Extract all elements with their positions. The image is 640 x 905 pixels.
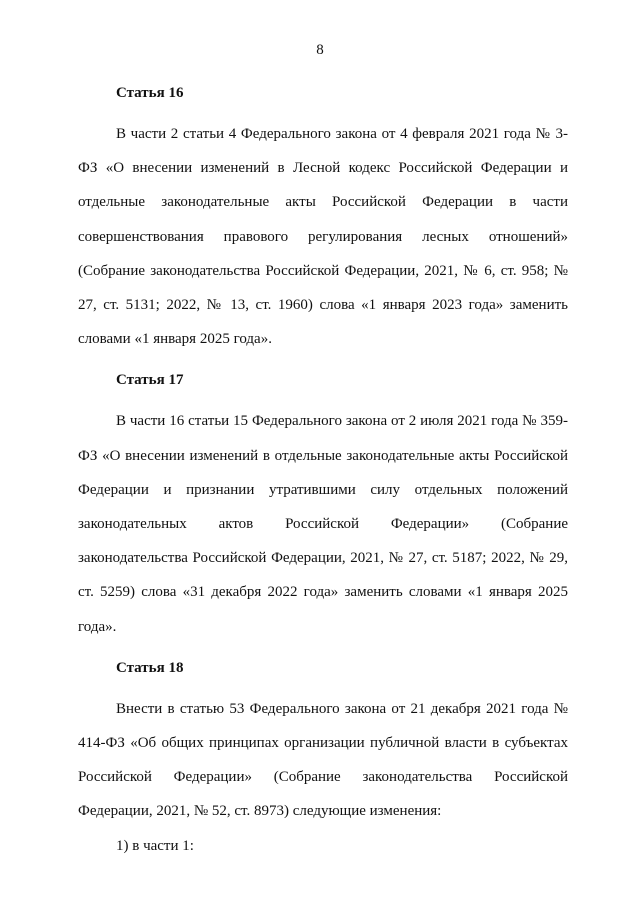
page-number: 8 [316, 42, 324, 58]
article-16-heading: Статья 16 [116, 85, 184, 101]
article-17-paragraph: В части 16 статьи 15 Федерального закона от 2 июля 2021 года № 359-ФЗ «О внесении изменений в отдельные законодательные акты Российской Федерации и признании утратившими силу отдельных положений законодательных актов Российской Федерации» (Собрание законодательства Российской Федерации, 2021, № 27, ст. 5187; 2022, № 29, ст. 5259) слова «31 декабря 2022 года» заменить словами «1 января 2025 года». [78, 413, 568, 635]
article-18-paragraph: Внести в статью 53 Федерального закона от 21 декабря 2021 года № 414-ФЗ «Об общих принципах организации публичной власти в субъектах Российской Федерации» (Собрание законодательства Российской Федерации, 2021, № 52, ст. 8973) следующие изменения: [78, 700, 568, 820]
article-18-list-item: 1) в части 1: [116, 837, 194, 854]
article-17-heading: Статья 17 [116, 372, 184, 389]
document-body [78, 76, 568, 863]
article-16-paragraph: В части 2 статьи 4 Федерального закона от 4 февраля 2021 года № 3-ФЗ «О внесении изменений в Лесной кодекс Российской Федерации и отдельные законодательные акты Российской Федерации в части совершенствования правового регулирования лесных отношений» (Собрание законодательства Российской Федерации, 2021, № 6, ст. 958; № 27, ст. 5131; 2022, № 13, ст. 1960) слова «1 января 2023 года» заменить словами «1 января 2025 года». [78, 126, 568, 348]
article-18-heading: Статья 18 [116, 659, 184, 676]
